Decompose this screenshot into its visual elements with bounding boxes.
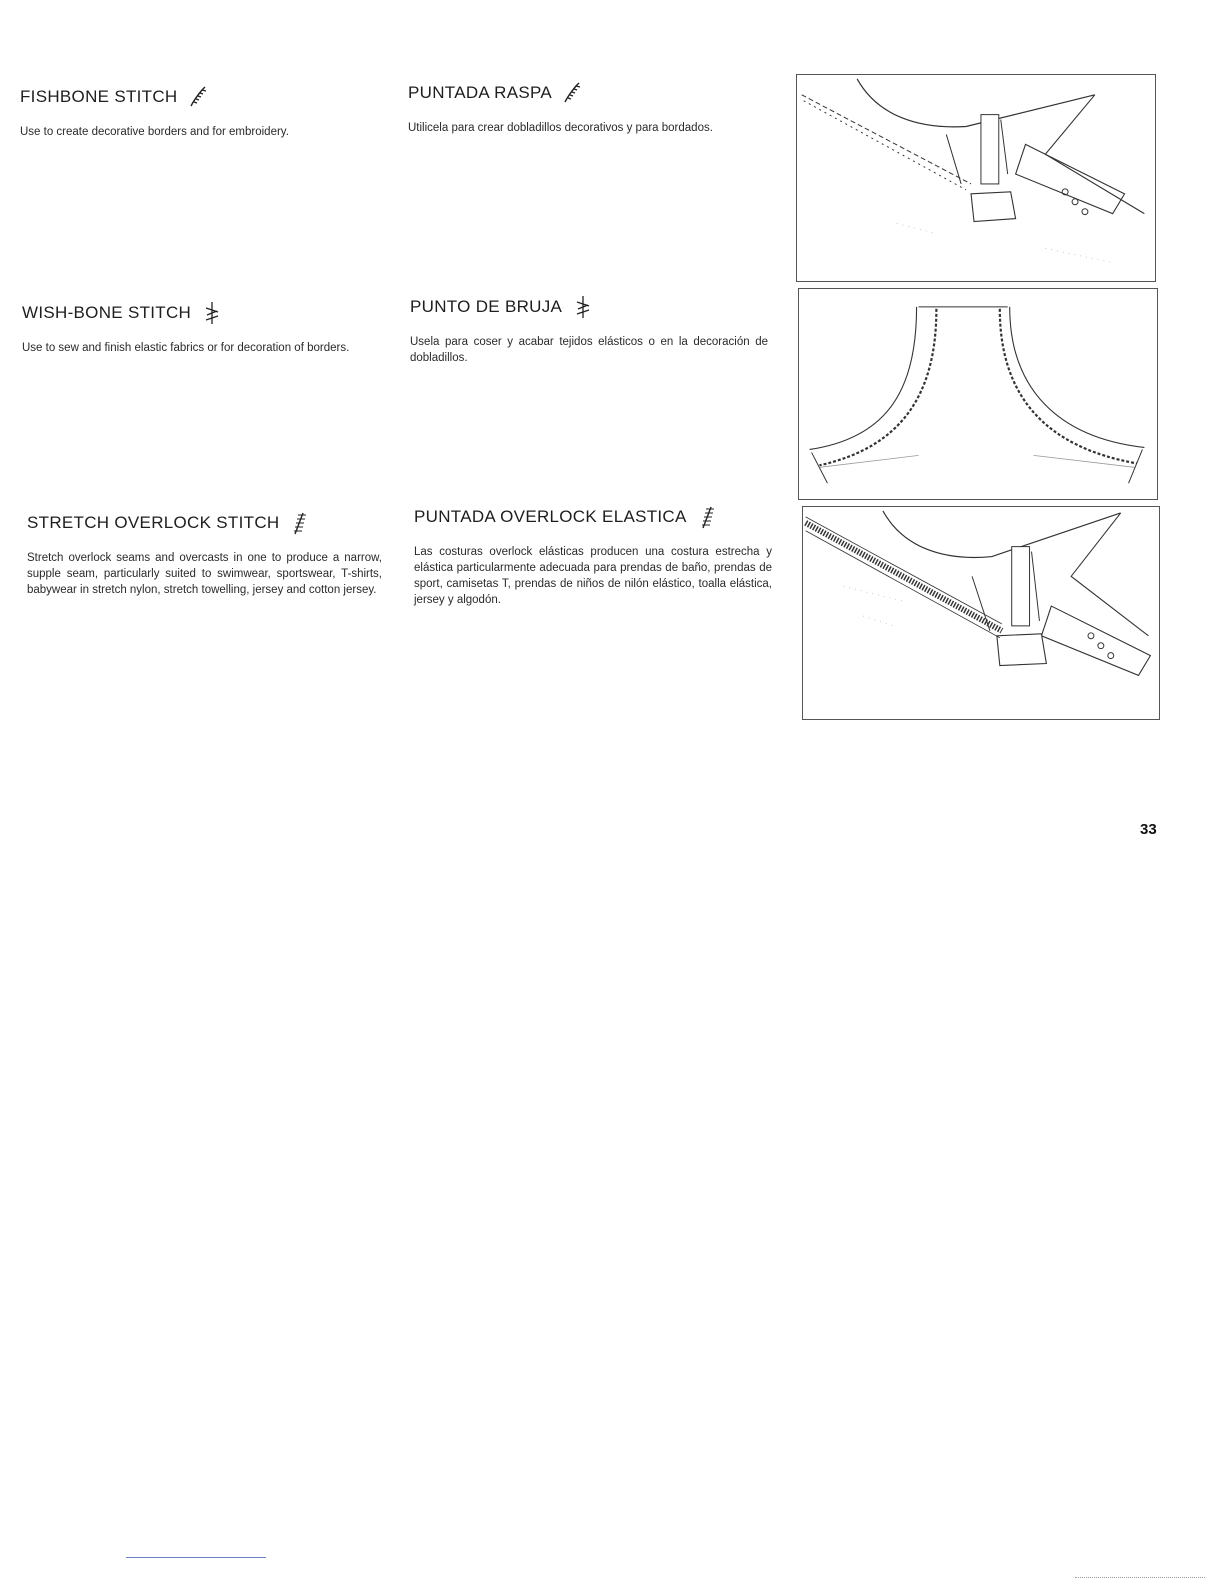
- page-number: 33: [1140, 821, 1157, 838]
- wishbone-en-body: Use to sew and finish elastic fabrics or for decoration of borders.: [22, 342, 350, 354]
- wishbone-stitch-icon: [572, 294, 594, 320]
- fishbone-en-title: FISHBONE STITCH: [20, 87, 178, 106]
- overlock-en-heading: [27, 510, 382, 536]
- fishbone-es-heading: [408, 80, 766, 106]
- stretch-overlock-stitch-icon: [697, 504, 719, 530]
- fishbone-stitch-icon: [188, 84, 210, 110]
- wishbone-en-block: [22, 300, 378, 356]
- wishbone-garment-drawing: [799, 289, 1157, 499]
- fishbone-stitch-icon: [562, 80, 584, 106]
- footer-rule-left: [126, 1557, 266, 1558]
- fishbone-en-heading: [20, 84, 382, 110]
- fishbone-es-block: [408, 80, 766, 136]
- overlock-en-body: Stretch overlock seams and overcasts in one to produce a narrow, supple seam, particularly suited to swimwear, sportswear, T-shirts, babywear in stretch nylon, stretch towelling, jersey and cotton jersey.: [27, 552, 382, 596]
- stretch-overlock-stitch-icon: [289, 510, 311, 536]
- overlock-en-block: [27, 510, 382, 598]
- wishbone-es-title: PUNTO DE BRUJA: [410, 297, 563, 316]
- wishbone-es-block: [410, 294, 768, 366]
- overlock-en-title: STRETCH OVERLOCK STITCH: [27, 513, 280, 532]
- fishbone-stitch-illustration: [796, 74, 1156, 282]
- overlock-es-title: PUNTADA OVERLOCK ELASTICA: [414, 507, 687, 526]
- overlock-es-block: [414, 504, 772, 608]
- wishbone-en-title: WISH-BONE STITCH: [22, 303, 192, 322]
- footer-rule-right: [1075, 1577, 1205, 1579]
- wishbone-es-heading: [410, 294, 768, 320]
- fishbone-en-block: [20, 84, 382, 140]
- fishbone-es-title: PUNTADA RASPA: [408, 83, 553, 102]
- wishbone-en-heading: [22, 300, 378, 326]
- overlock-es-body: Las costuras overlock elásticas producen una costura estrecha y elástica particularmente adecuada para prendas de baño, prendas de sport, camisetas T, prendas de niños de nilón elástico, toalla elástica, jersey y algodón.: [414, 546, 772, 606]
- wishbone-es-body: Usela para coser y acabar tejidos elásticos o en la decoración de dobladillos.: [410, 336, 768, 364]
- fishbone-sewing-drawing: [797, 75, 1155, 281]
- fishbone-es-body: Utilicela para crear dobladillos decorativos y para bordados.: [408, 122, 713, 134]
- overlock-es-heading: [414, 504, 772, 530]
- overlock-stitch-illustration: [802, 506, 1160, 720]
- wishbone-stitch-illustration: [798, 288, 1158, 500]
- fishbone-en-body: Use to create decorative borders and for embroidery.: [20, 126, 289, 138]
- overlock-sewing-drawing: [803, 507, 1159, 719]
- wishbone-stitch-icon: [201, 300, 223, 326]
